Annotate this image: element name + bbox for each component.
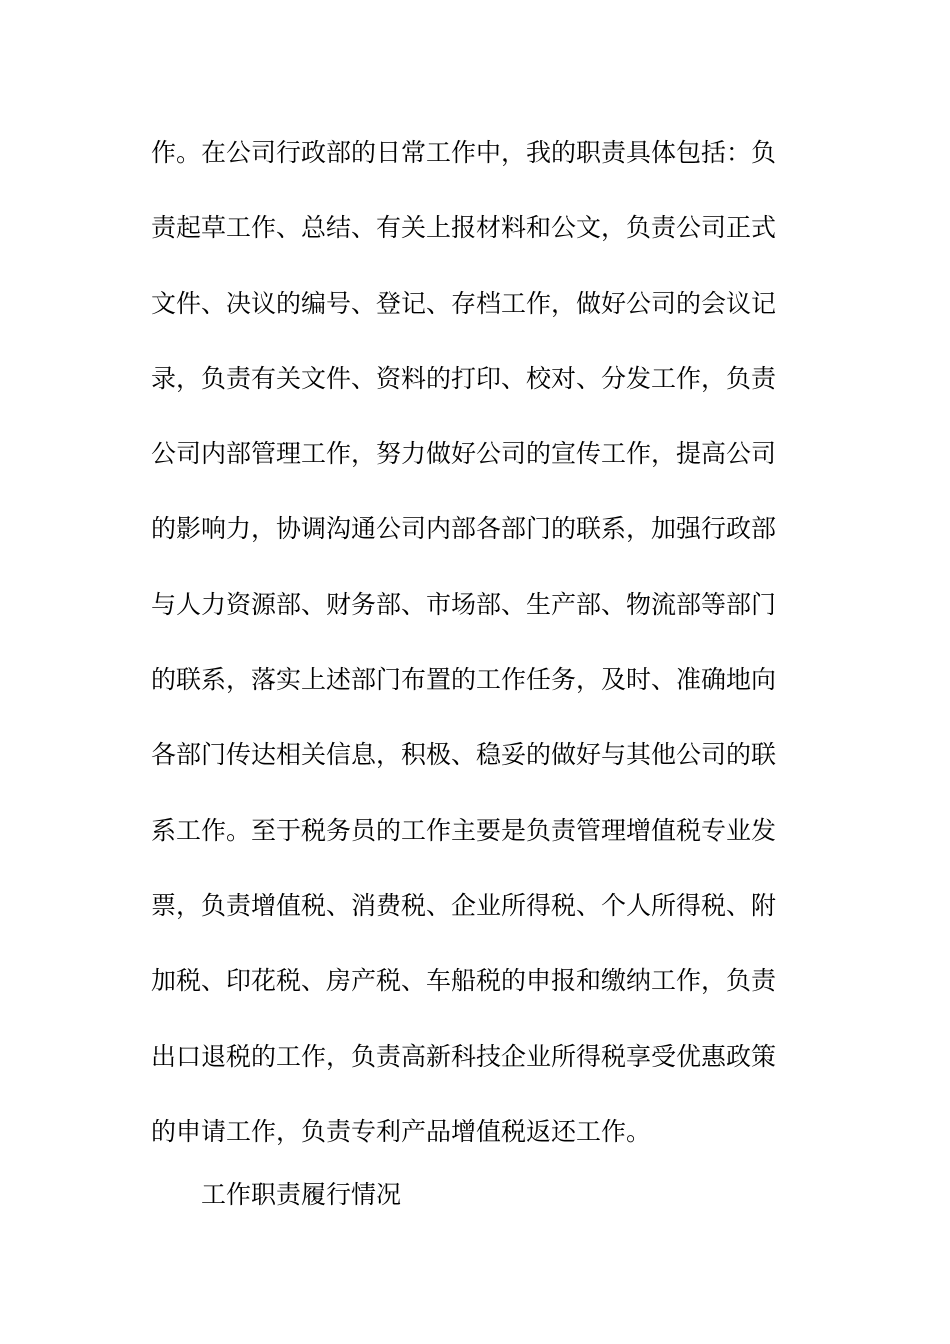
- paragraph-line-14: 的申请工作，负责专利产品增值税返还工作。: [151, 1116, 652, 1146]
- paragraph-line-6: 的影响力，协调沟通公司内部各部门的联系，加强行政部: [151, 514, 777, 544]
- paragraph-line-3: 文件、决议的编号、登记、存档工作，做好公司的会议记: [151, 288, 777, 318]
- paragraph-line-9: 各部门传达相关信息，积极、稳妥的做好与其他公司的联: [151, 740, 777, 770]
- paragraph-line-11: 票，负责增值税、消费税、企业所得税、个人所得税、附: [151, 890, 777, 920]
- paragraph-line-4: 录，负责有关文件、资料的打印、校对、分发工作，负责: [151, 363, 777, 393]
- paragraph-line-7: 与人力资源部、财务部、市场部、生产部、物流部等部门: [151, 589, 777, 619]
- paragraph-line-2: 责起草工作、总结、有关上报材料和公文，负责公司正式: [151, 213, 777, 243]
- paragraph-line-10: 系工作。至于税务员的工作主要是负责管理增值税专业发: [151, 815, 777, 845]
- paragraph-line-13: 出口退税的工作，负责高新科技企业所得税享受优惠政策: [151, 1041, 777, 1071]
- paragraph-line-12: 加税、印花税、房产税、车船税的申报和缴纳工作，负责: [151, 966, 777, 996]
- paragraph-line-8: 的联系，落实上述部门布置的工作任务，及时、准确地向: [151, 665, 777, 695]
- paragraph-line-1: 作。在公司行政部的日常工作中，我的职责具体包括：负: [151, 138, 777, 167]
- body-paragraph: [151, 133, 791, 1187]
- paragraph-line-5: 公司内部管理工作，努力做好公司的宣传工作，提高公司: [151, 439, 777, 469]
- section-heading: 工作职责履行情况: [201, 1180, 402, 1209]
